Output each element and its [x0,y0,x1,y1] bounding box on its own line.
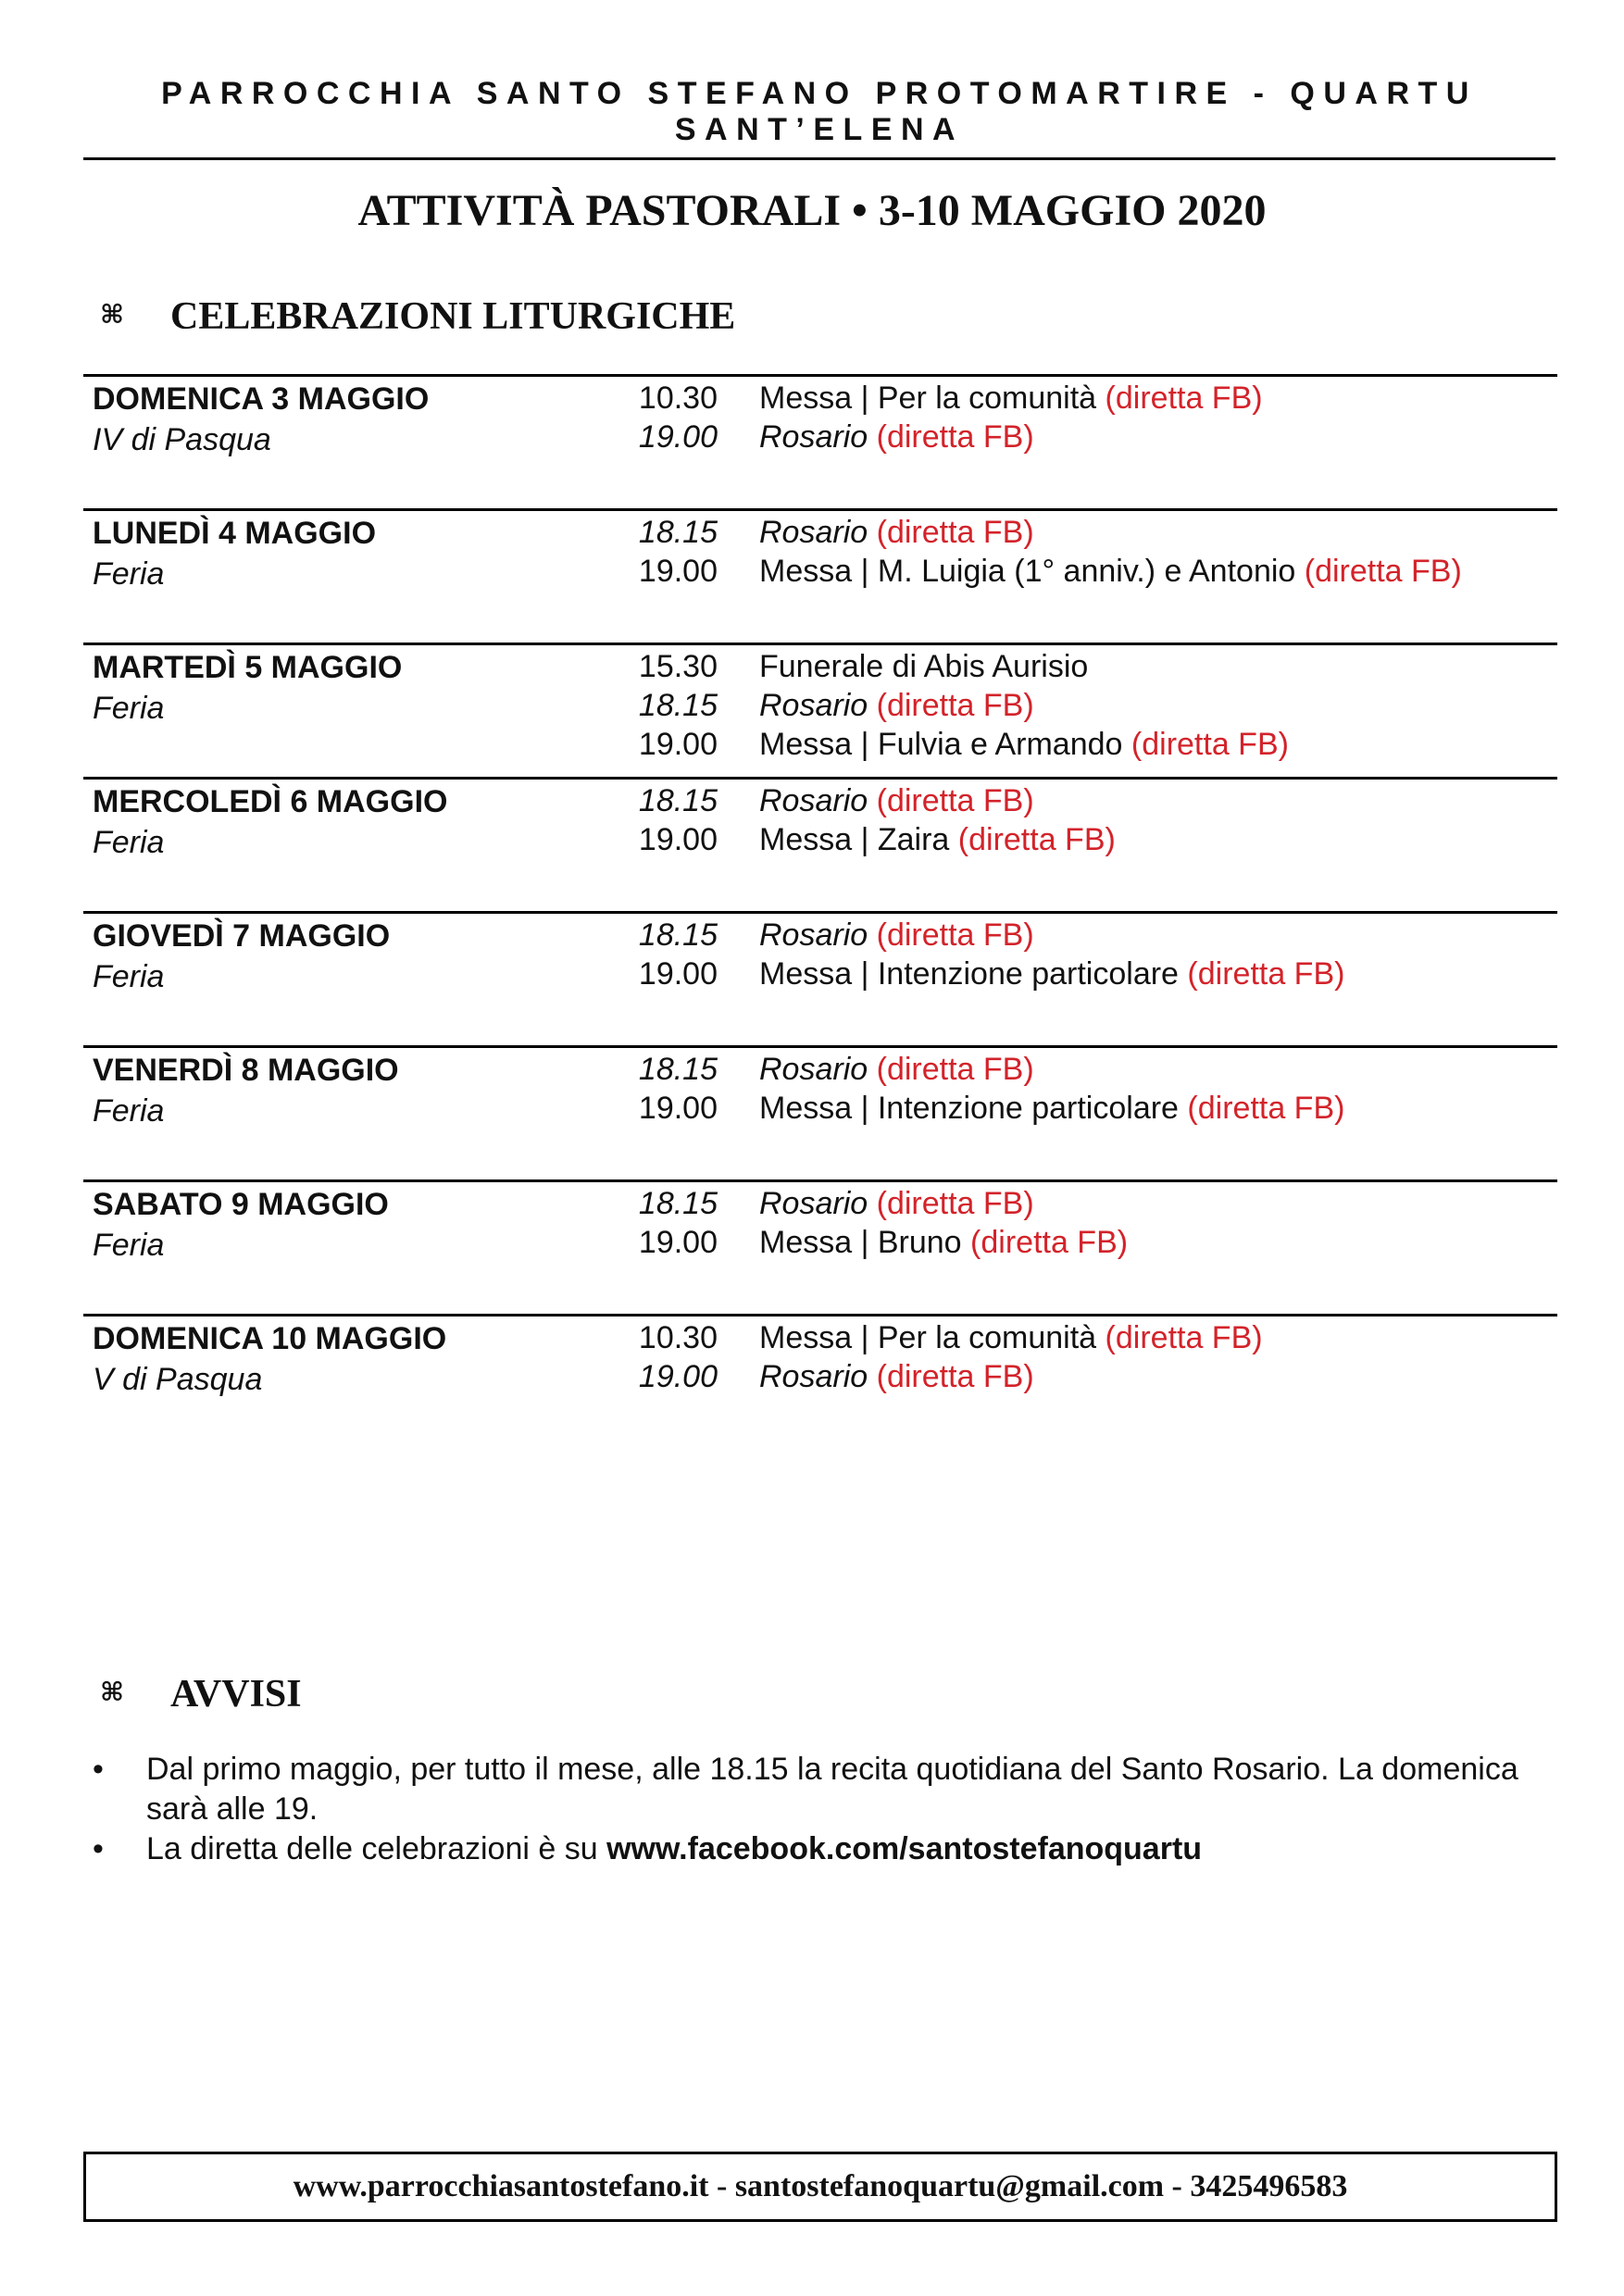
section-heading-liturgical [100,294,735,339]
event-row [83,1184,1557,1223]
event-list [83,916,1557,993]
day-name: MERCOLEDÌ 6 MAGGIO [93,784,448,819]
live-stream-label: (diretta FB) [876,783,1034,818]
event-row [83,725,1557,764]
event-description-wrap [759,686,1034,725]
notice-text: La diretta delle celebrazioni è su [146,1831,607,1866]
event-description: Messa | Per la comunità [759,1320,1097,1355]
facebook-link[interactable]: www.facebook.com/santostefanoquartu [606,1831,1203,1866]
event-description-wrap [759,1089,1344,1128]
event-row [83,686,1557,725]
schedule-day-row [83,1179,1557,1314]
parish-header: PARROCCHIA SANTO STEFANO PROTOMARTIRE - QUARTU SANT’ELENA [83,76,1555,160]
notice-text: Dal primo maggio, per tutto il mese, alle 18.15 la recita quotidiana del Santo Rosario. La domenica sarà alle 19. [146,1752,1518,1827]
day-name: VENERDÌ 8 MAGGIO [93,1053,399,1088]
bullet-icon: • [93,1831,104,1866]
live-stream-label: (diretta FB) [1187,1091,1345,1126]
event-row [83,916,1557,955]
live-stream-label: (diretta FB) [876,1359,1034,1394]
event-list [83,513,1557,591]
liturgical-day: Feria [93,959,165,994]
live-stream-label: (diretta FB) [876,1186,1034,1221]
notice-item [93,1829,1555,1869]
event-description: Rosario [759,419,868,455]
event-list [83,1318,1557,1396]
liturgical-day: Feria [93,1228,165,1263]
event-list [83,647,1557,764]
event-description: Messa | Intenzione particolare [759,1091,1179,1126]
event-time: 18.15 [638,688,718,723]
event-description-wrap [759,916,1034,955]
event-list [83,781,1557,859]
event-row [83,418,1557,456]
event-description-wrap [759,1050,1034,1089]
live-stream-label: (diretta FB) [1105,381,1263,416]
event-description: Rosario [759,688,868,723]
schedule-day-row [83,508,1557,643]
schedule-day-row [83,777,1557,911]
day-name: DOMENICA 3 MAGGIO [93,381,430,417]
live-stream-label: (diretta FB) [1131,727,1289,762]
section-heading-label: AVVISI [170,1673,302,1716]
event-description-wrap [759,647,1088,686]
section-heading-label: CELEBRAZIONI LITURGICHE [170,295,736,338]
footer-contacts: www.parrocchiasantostefano.it - santostefanoquartu@gmail.com - 3425496583 [83,2152,1557,2222]
live-stream-label: (diretta FB) [876,1052,1034,1087]
event-description: Rosario [759,917,868,953]
live-stream-label: (diretta FB) [957,822,1116,857]
event-description: Funerale di Abis Aurisio [759,649,1089,684]
event-description-wrap [759,1223,1128,1262]
event-row [83,1223,1557,1262]
event-description: Messa | Fulvia e Armando [759,727,1123,762]
liturgical-day: V di Pasqua [93,1362,263,1397]
event-description: Messa | Zaira [759,822,950,857]
event-time: 10.30 [638,381,718,416]
event-description: Messa | M. Luigia (1° anniv.) e Antonio [759,554,1296,589]
liturgical-day: Feria [93,825,165,860]
live-stream-label: (diretta FB) [1187,956,1345,992]
day-name: GIOVEDÌ 7 MAGGIO [93,918,391,954]
page-title: ATTIVITÀ PASTORALI • 3-10 MAGGIO 2020 [357,186,1267,235]
event-description-wrap [759,820,1116,859]
ornament-star-icon: ⌘ [100,1678,124,1707]
liturgical-day: Feria [93,556,165,592]
event-row [83,820,1557,859]
day-name: DOMENICA 10 MAGGIO [93,1321,447,1356]
ornament-star-icon: ⌘ [100,301,124,330]
event-time: 18.15 [638,917,718,953]
event-time: 15.30 [638,649,718,684]
event-row [83,1050,1557,1089]
event-time: 19.00 [638,1091,718,1126]
event-description-wrap [759,418,1034,456]
schedule-day-row [83,1314,1557,1448]
event-time: 18.15 [638,783,718,818]
event-time: 19.00 [638,956,718,992]
schedule-table [83,374,1557,1448]
day-name: SABATO 9 MAGGIO [93,1187,389,1222]
live-stream-label: (diretta FB) [876,917,1034,953]
section-heading-notices [100,1672,302,1716]
event-row [83,1357,1557,1396]
event-time: 18.15 [638,1052,718,1087]
event-row [83,647,1557,686]
event-row [83,955,1557,993]
event-description: Rosario [759,1052,868,1087]
event-time: 18.15 [638,515,718,550]
event-time: 19.00 [638,1359,718,1394]
event-time: 19.00 [638,1225,718,1260]
live-stream-label: (diretta FB) [876,419,1034,455]
event-time: 19.00 [638,554,718,589]
event-row [83,513,1557,552]
notices-list [93,1750,1555,1869]
event-description: Rosario [759,515,868,550]
event-list [83,379,1557,456]
schedule-day-row [83,1045,1557,1179]
event-time: 19.00 [638,419,718,455]
live-stream-label: (diretta FB) [1304,554,1462,589]
event-list [83,1184,1557,1262]
event-description: Rosario [759,1359,868,1394]
event-description-wrap [759,955,1344,993]
event-description: Rosario [759,1186,868,1221]
day-name: LUNEDÌ 4 MAGGIO [93,516,377,551]
event-row [83,1318,1557,1357]
event-row [83,379,1557,418]
live-stream-label: (diretta FB) [1105,1320,1263,1355]
event-description-wrap [759,1184,1034,1223]
event-description: Rosario [759,783,868,818]
live-stream-label: (diretta FB) [876,688,1034,723]
event-list [83,1050,1557,1128]
event-row [83,552,1557,591]
event-description: Messa | Per la comunità [759,381,1097,416]
day-name: MARTEDÌ 5 MAGGIO [93,650,403,685]
event-description-wrap [759,552,1462,591]
event-description-wrap [759,781,1034,820]
event-description-wrap [759,513,1034,552]
event-time: 19.00 [638,822,718,857]
bullet-icon: • [93,1752,104,1787]
notice-item [93,1750,1555,1829]
event-row [83,1089,1557,1128]
event-time: 19.00 [638,727,718,762]
schedule-day-row [83,911,1557,1045]
live-stream-label: (diretta FB) [876,515,1034,550]
schedule-day-row [83,374,1557,508]
event-description-wrap [759,1357,1034,1396]
live-stream-label: (diretta FB) [970,1225,1129,1260]
event-description: Messa | Intenzione particolare [759,956,1179,992]
liturgical-day: IV di Pasqua [93,422,271,457]
event-description-wrap [759,1318,1263,1357]
event-description-wrap [759,379,1263,418]
event-row [83,781,1557,820]
event-description-wrap [759,725,1289,764]
event-description: Messa | Bruno [759,1225,962,1260]
event-time: 18.15 [638,1186,718,1221]
event-time: 10.30 [638,1320,718,1355]
liturgical-day: Feria [93,691,165,726]
schedule-day-row [83,643,1557,777]
liturgical-day: Feria [93,1093,165,1129]
